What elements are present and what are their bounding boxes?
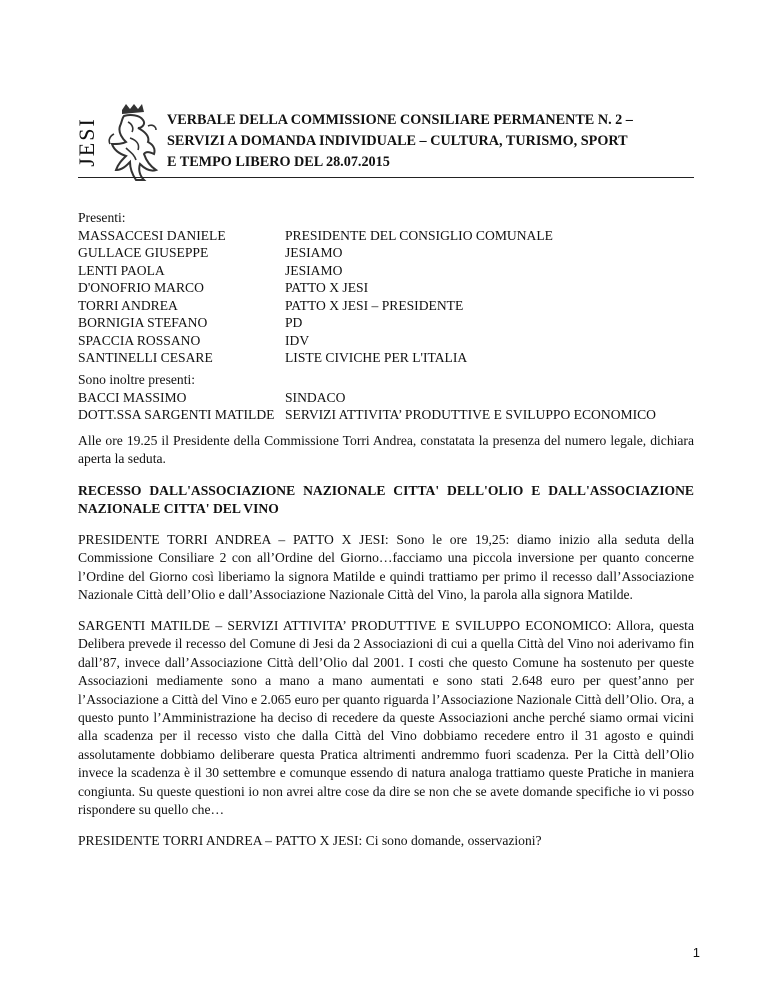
attendees-list <box>78 209 553 367</box>
attendee-name: GULLACE GIUSEPPE <box>78 245 209 260</box>
attendee-role: LISTE CIVICHE PER L'ITALIA <box>285 350 468 365</box>
attendee-role: PRESIDENTE DEL CONSIGLIO COMUNALE <box>285 227 553 243</box>
attendee-row <box>78 332 553 350</box>
attendee-name: BORNIGIA STEFANO <box>78 315 208 330</box>
attendee-role: IDV <box>285 332 310 348</box>
other-attendees-list <box>78 371 656 424</box>
attendee-name: SPACCIA ROSSANO <box>78 332 201 348</box>
attendee-row <box>78 297 553 315</box>
title-line: VERBALE DELLA COMMISSIONE CONSILIARE PERMANENTE N. 2 – <box>167 112 633 128</box>
attendee-role: SINDACO <box>285 389 346 405</box>
logo-wordmark: JESI <box>74 117 99 167</box>
attendee-role: SERVIZI ATTIVITA’ PRODUTTIVE E SVILUPPO ECONOMICO <box>285 407 657 422</box>
section-title: RECESSO DALL'ASSOCIAZIONE NAZIONALE CITTA' DELL'OLIO E DALL'ASSOCIAZIONE NAZIONALE CITTA' DEL VINO <box>78 483 694 517</box>
lion-crest-icon <box>100 104 162 182</box>
attendee-role: JESIAMO <box>285 262 343 278</box>
attendee-row <box>78 389 656 407</box>
attendee-role: JESIAMO <box>285 245 343 260</box>
other-attendees-label: Sono inoltre presenti: <box>78 372 196 387</box>
attendee-name: DOTT.SSA SARGENTI MATILDE <box>78 407 275 422</box>
attendee-role: PD <box>285 315 303 330</box>
opening-paragraph: Alle ore 19.25 il Presidente della Commissione Torri Andrea, constatata la presenza del numero legale, dichiara aperta la seduta. <box>78 433 694 467</box>
attendee-row <box>78 244 553 262</box>
attendee-row <box>78 314 553 332</box>
document-title <box>167 110 687 173</box>
attendee-name: D'ONOFRIO MARCO <box>78 280 204 295</box>
attendee-row <box>78 349 553 367</box>
page-number: 1 <box>692 945 700 960</box>
attendee-name: TORRI ANDREA <box>78 297 178 313</box>
attendee-row <box>78 227 553 245</box>
header-divider <box>78 177 694 178</box>
attendee-name: MASSACCESI DANIELE <box>78 227 226 243</box>
attendees-label: Presenti: <box>78 210 126 225</box>
speech-paragraph: PRESIDENTE TORRI ANDREA – PATTO X JESI: Ci sono domande, osservazioni? <box>78 833 542 848</box>
attendee-name: SANTINELLI CESARE <box>78 350 213 365</box>
speech-paragraph: SARGENTI MATILDE – SERVIZI ATTIVITA’ PRODUTTIVE E SVILUPPO ECONOMICO: Allora, questa Delibera prevede il recesso del Comune di Jesi da 2 Associazioni di cui a quella Città del Vino noi aderivamo fin dall’87, invece dall’Associazione Città dell’Olio dal 2001. I costi che questo Comune ha sostenuto per queste Associazioni mediamente sono a mano a mano aumentati e sono stati 2.648 euro per quest’anno per l’Associazione a Città del Vino e 2.065 euro per quanto riguarda l’Associazione Nazionale Città dell’Olio. Ora, a questo punto l’Amministrazione ha deciso di recedere da queste Associazioni anche perché siamo ormai vicini alla scadenza per il recesso visto che dalla Città del Vino dobbiamo recedere entro il 31 agosto e quindi assolutamente dobbiamo deliberare questa Pratica altrimenti andremmo fuori scadenza. Per la Città dell’Olio invece la scadenza è il 30 settembre e comunque essendo di natura analoga trattiamo queste Pratiche in maniera congiunta. Su queste questioni io non avrei altre cose da dire se non che se avete domande specifiche io vi posso rispondere su quello che… <box>78 618 694 818</box>
attendee-role: PATTO X JESI <box>285 280 369 295</box>
attendee-row <box>78 406 656 424</box>
attendee-role: PATTO X JESI – PRESIDENTE <box>285 297 464 313</box>
speech-paragraph: PRESIDENTE TORRI ANDREA – PATTO X JESI: Sono le ore 19,25: diamo inizio alla seduta della Commissione Consiliare 2 con all’Ordine del Giorno…facciamo una piccola inversione per quanto concerne l’Ordine del Giorno così liberiamo la signora Matilde e quindi trattiamo per primo il recesso dall’Associazione Nazionale Città dell’Olio e dall’Associazione Nazionale Città del Vino, la parola alla signora Matilde. <box>78 532 694 603</box>
title-line: SERVIZI A DOMANDA INDIVIDUALE – CULTURA, TURISMO, SPORT <box>167 133 628 149</box>
title-line: E TEMPO LIBERO DEL 28.07.2015 <box>167 154 390 170</box>
attendee-row <box>78 262 553 280</box>
attendee-row <box>78 279 553 297</box>
attendee-name: BACCI MASSIMO <box>78 389 187 405</box>
attendee-name: LENTI PAOLA <box>78 262 165 278</box>
